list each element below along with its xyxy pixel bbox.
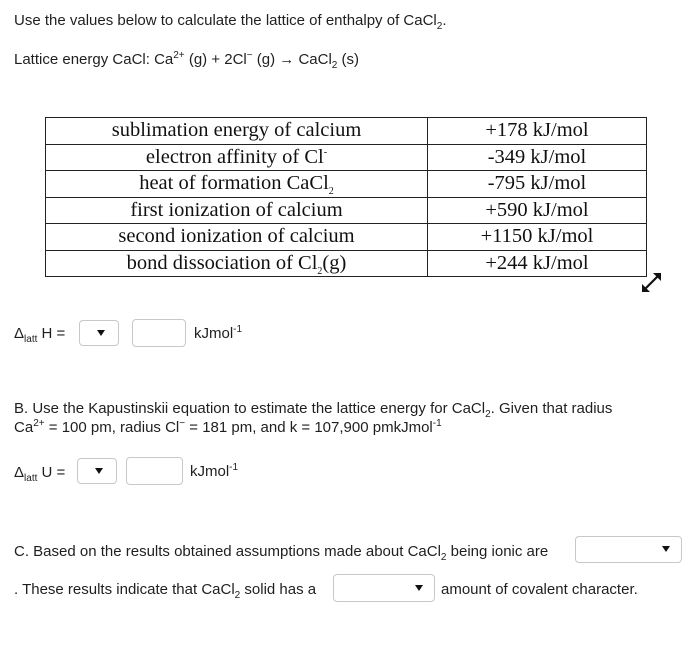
latt-subscript: latt: [24, 473, 38, 484]
reaction-sub: 2: [331, 60, 338, 71]
label-sub: 2: [328, 186, 334, 198]
text-part: B. Use the Kapustinskii equation to estimate the lattice energy for CaCl: [14, 400, 486, 417]
part-b-label: [14, 464, 66, 484]
row-value: +590 kJ/mol: [428, 197, 647, 224]
table-row: [46, 118, 647, 145]
label-sup: -: [323, 146, 328, 158]
row-value: +1150 kJ/mol: [428, 224, 647, 251]
text-part: being ionic are: [446, 543, 549, 560]
row-label: [46, 171, 428, 198]
row-value: -349 kJ/mol: [428, 144, 647, 171]
part-c-line2: [14, 581, 317, 601]
part-a-unit: [194, 325, 242, 342]
latt-subscript: latt: [24, 334, 38, 345]
text-sup: −: [179, 418, 186, 429]
row-label: [46, 224, 428, 251]
label-text: heat of formation CaCl: [139, 172, 329, 195]
reaction-sup: −: [246, 50, 253, 61]
row-label: [46, 250, 428, 277]
part-b-value-input[interactable]: [126, 457, 183, 485]
intro-subscript: 2: [436, 21, 443, 32]
row-value: +244 kJ/mol: [428, 250, 647, 277]
reaction-sup: 2+: [173, 50, 185, 61]
row-label: [46, 144, 428, 171]
text-part: = 100 pm, radius Cl: [44, 419, 180, 436]
label-text: (g): [322, 251, 347, 274]
text-part: Ca: [14, 419, 34, 436]
text-part: . These results indicate that CaCl: [14, 581, 235, 598]
part-b-line1: [14, 400, 613, 420]
table-row: [46, 171, 647, 198]
covalent-amount-dropdown[interactable]: [333, 574, 435, 602]
text-part: . Given that radius: [490, 400, 613, 417]
unit-text: kJmol: [194, 325, 234, 342]
label-text: electron affinity of Cl: [145, 145, 324, 168]
label-text: second ionization of calcium: [118, 225, 355, 248]
label-text: bond dissociation of Cl: [126, 251, 318, 274]
label-sub: 2: [317, 265, 323, 277]
reaction-part: (g) + 2Cl: [184, 51, 247, 68]
variable-text: U =: [37, 464, 66, 481]
energy-data-table: [45, 117, 647, 277]
text-sup: -1: [432, 418, 442, 429]
chevron-down-icon: [662, 546, 670, 552]
text-part: = 181 pm, and k = 107,900 pmkJmol: [185, 419, 433, 436]
part-c-line1: [14, 543, 549, 563]
unit-sup: -1: [229, 462, 239, 473]
table-row: [46, 224, 647, 251]
variable-text: H =: [37, 325, 66, 342]
text-part: C. Based on the results obtained assumptions made about CaCl: [14, 543, 441, 560]
row-label: [46, 197, 428, 224]
reaction-part: (s): [337, 51, 360, 68]
reaction-equation: [14, 50, 360, 71]
part-b-sign-dropdown[interactable]: [77, 458, 117, 484]
question-intro: [14, 12, 447, 32]
reaction-part: (g) → CaCl: [252, 51, 332, 68]
row-value: -795 kJ/mol: [428, 171, 647, 198]
intro-text: Use the values below to calculate the lattice of enthalpy of CaCl: [14, 12, 437, 29]
text-part: solid has a: [240, 581, 317, 598]
table-row: [46, 197, 647, 224]
ionic-assumption-dropdown[interactable]: [575, 536, 682, 563]
part-b-line2: [14, 419, 442, 436]
part-c-line2-end: amount of covalent character.: [441, 581, 638, 598]
text-sub: 2: [440, 552, 447, 563]
part-b-unit: [190, 463, 238, 480]
table-row: [46, 144, 647, 171]
unit-sup: -1: [233, 324, 243, 335]
label-text: sublimation energy of calcium: [111, 119, 362, 142]
table-row: [46, 250, 647, 277]
chevron-down-icon: [95, 468, 103, 474]
delta-symbol: Δ: [14, 325, 25, 342]
text-sup: 2+: [33, 418, 45, 429]
chevron-down-icon: [415, 585, 423, 591]
row-label: [46, 118, 428, 145]
part-a-value-input[interactable]: [132, 319, 186, 347]
label-text: first ionization of calcium: [130, 198, 343, 221]
part-a-label: [14, 325, 66, 345]
chevron-down-icon: [97, 330, 105, 336]
part-a-sign-dropdown[interactable]: [79, 320, 119, 346]
unit-text: kJmol: [190, 463, 230, 480]
intro-period: .: [442, 12, 447, 29]
delta-symbol: Δ: [14, 464, 25, 481]
text-sub: 2: [234, 590, 241, 601]
expand-image-icon[interactable]: [639, 270, 665, 296]
reaction-part: Lattice energy CaCl: Ca: [14, 51, 174, 68]
text-sub: 2: [485, 409, 491, 420]
row-value: +178 kJ/mol: [428, 118, 647, 145]
